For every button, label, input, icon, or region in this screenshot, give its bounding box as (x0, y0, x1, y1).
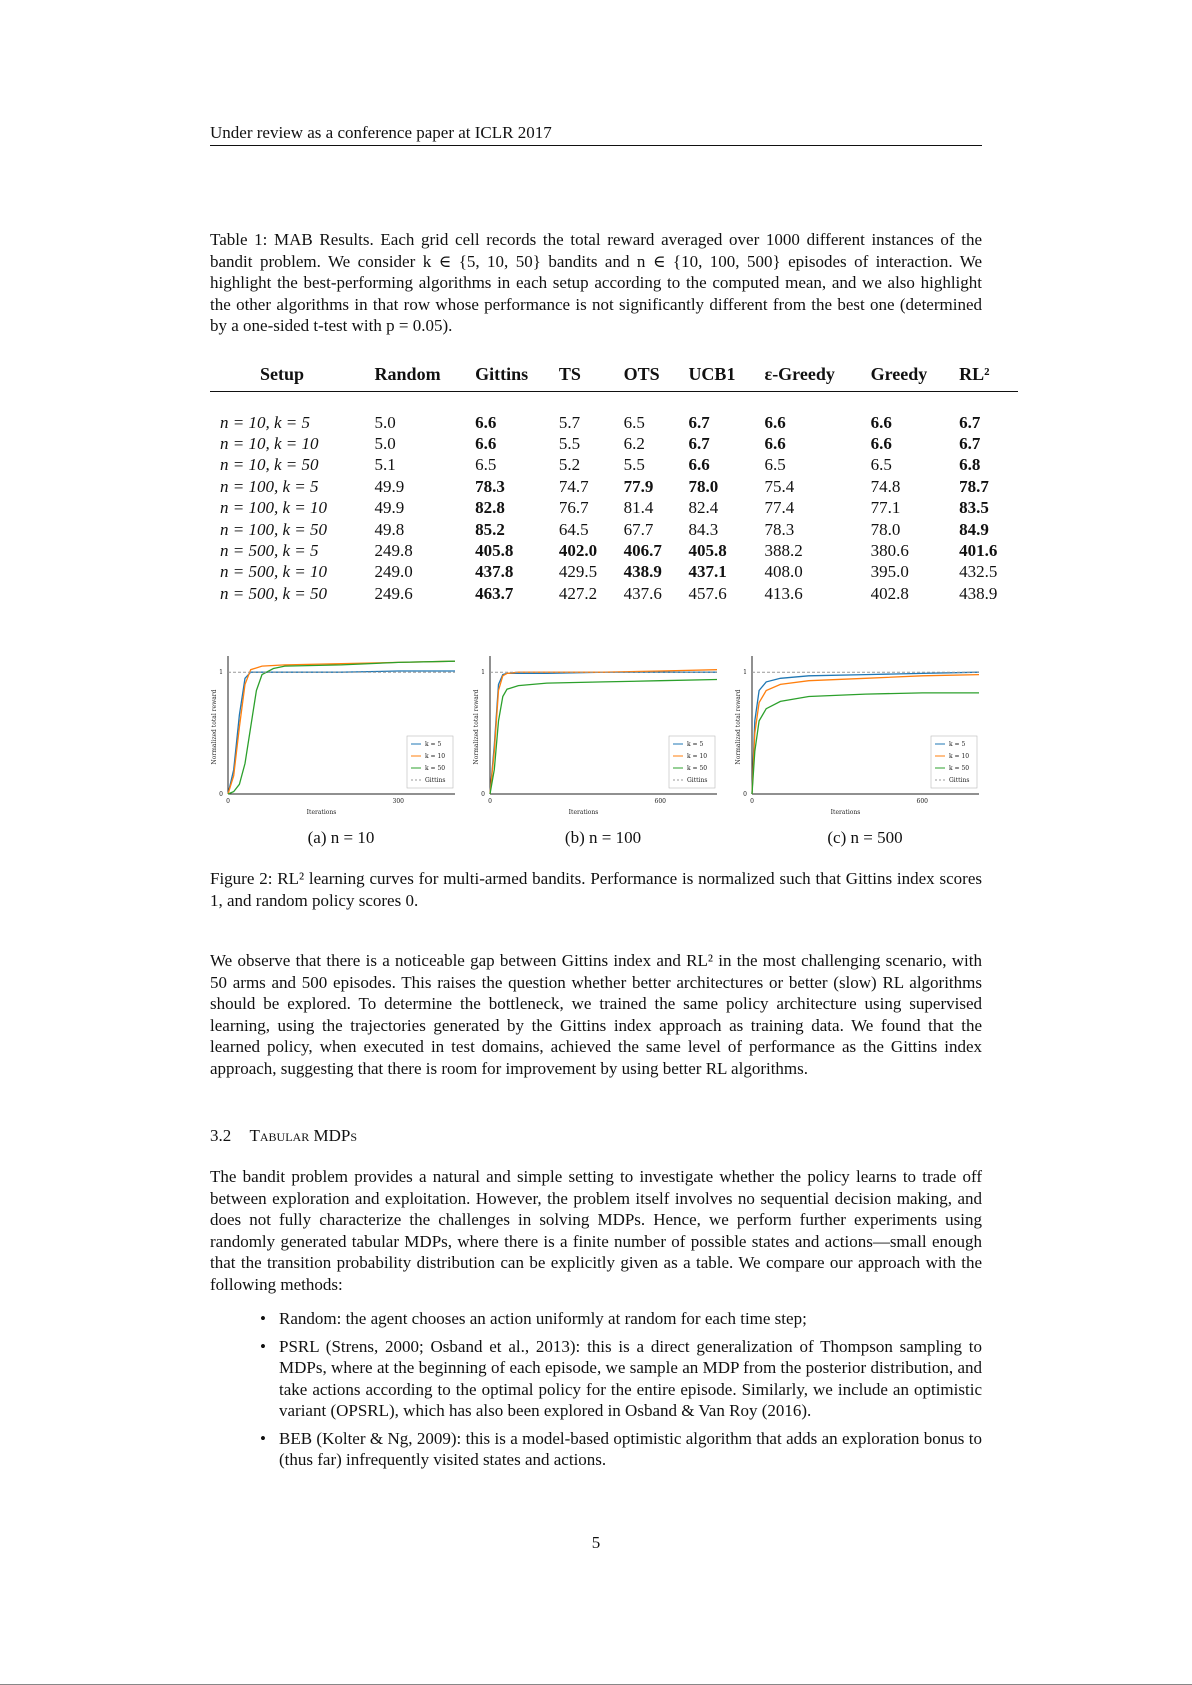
bullet-icon: • (260, 1309, 266, 1328)
value-cell: 437.1 (688, 562, 727, 582)
value-cell: 429.5 (558, 562, 598, 582)
value-cell: 6.7 (688, 434, 710, 454)
value-cell: 432.5 (959, 562, 998, 582)
value-cell: 6.6 (870, 434, 892, 454)
list-item-text: Random: the agent chooses an action uniformly at random for each time step; (279, 1309, 807, 1328)
value-cell: 64.5 (558, 519, 589, 539)
setup-cell: n = 500, k = 50 (220, 583, 327, 603)
value-cell: 5.0 (374, 434, 396, 454)
value-cell: 78.3 (764, 519, 795, 539)
value-cell: 380.6 (870, 541, 909, 561)
value-cell: 6.6 (764, 434, 786, 454)
value-cell: 84.3 (688, 519, 719, 539)
value-cell: 85.2 (475, 519, 505, 539)
value-cell: 6.7 (959, 412, 981, 432)
subcaption-b: (b) n = 100 (564, 828, 642, 847)
x-tick-label: 600 (654, 798, 666, 805)
table-row (210, 476, 1018, 497)
results-table (210, 360, 1018, 605)
y-axis-label: Normalized total reward (735, 689, 742, 765)
column-header: Setup (260, 364, 305, 384)
legend-label: k = 5 (425, 741, 442, 748)
setup-cell: n = 100, k = 5 (220, 476, 319, 496)
value-cell: 82.4 (688, 498, 719, 518)
value-cell: 81.4 (623, 498, 654, 518)
value-cell: 6.7 (959, 434, 981, 454)
value-cell: 5.2 (558, 455, 581, 475)
value-cell: 6.7 (688, 412, 710, 432)
paragraph-gap-analysis: We observe that there is a noticeable gap between Gittins index and RL² in the most challenging scenario, with 50 arms and 500 episodes. This raises the question whether better architectures or better (slow) RL algorithms should be explored. To determine the bottleneck, we trained the same policy architecture using supervised learning, using the trajectories generated by the Gittins index approach as training data. We found that the learned policy, when executed in test domains, achieved the same level of performance as the Gittins index approach, suggesting that there is room for improvement by using better RL algorithms. (210, 951, 982, 1078)
table-row (210, 583, 1018, 604)
table-row (210, 540, 1018, 561)
value-cell: 49.9 (374, 498, 405, 518)
legend-label: k = 10 (949, 753, 970, 760)
value-cell: 6.2 (623, 434, 645, 454)
value-cell: 249.8 (374, 541, 413, 561)
column-header: TS (558, 364, 581, 384)
section-heading (210, 1126, 357, 1146)
value-cell: 74.8 (870, 476, 901, 496)
column-header: Random (374, 364, 441, 384)
value-cell: 67.7 (623, 519, 654, 539)
figure-caption: Figure 2: RL² learning curves for multi-armed bandits. Performance is normalized such that Gittins index scores 1, and random policy scores 0. (210, 869, 982, 910)
value-cell: 463.7 (475, 583, 514, 603)
y-axis-label: Normalized total reward (211, 689, 218, 765)
value-cell: 395.0 (870, 562, 909, 582)
setup-cell: n = 500, k = 10 (220, 562, 327, 582)
value-cell: 6.5 (623, 412, 645, 432)
value-cell: 402.0 (558, 541, 598, 561)
x-axis-label: Iterations (568, 809, 599, 816)
legend-label: Gittins (425, 777, 446, 784)
paragraph-tabular-mdps: The bandit problem provides a natural and simple setting to investigate whether the policy learns to trade off between exploration and exploitation. However, the problem itself involves no sequential decision making, and does not fully characterize the challenges in solving MDPs. Hence, we perform further experiments using randomly generated tabular MDPs, where there is a finite number of possible states and actions—small enough that the transition probability distribution can be explicitly given as a table. We compare our approach with the following methods: (210, 1167, 982, 1294)
table-header-row (210, 360, 1018, 392)
setup-cell: n = 10, k = 50 (220, 455, 319, 475)
legend-label: k = 5 (687, 741, 704, 748)
column-header: ε-Greedy (764, 364, 835, 384)
table-row (210, 562, 1018, 583)
column-header: RL² (959, 364, 990, 384)
section-title: Tabular MDPs (249, 1126, 357, 1145)
column-header: OTS (623, 364, 660, 384)
bullet-icon: • (260, 1336, 266, 1356)
section-number: 3.2 (210, 1126, 232, 1145)
legend-label: k = 50 (949, 765, 970, 772)
running-header: Under review as a conference paper at ICLR 2017 (210, 123, 982, 146)
column-header: Gittins (475, 364, 529, 384)
value-cell: 6.6 (764, 412, 786, 432)
x-tick-label: 0 (226, 798, 230, 805)
value-cell: 75.4 (764, 476, 795, 496)
value-cell: 6.5 (870, 455, 892, 475)
value-cell: 5.5 (623, 455, 645, 475)
value-cell: 77.9 (623, 476, 654, 496)
value-cell: 6.8 (959, 455, 981, 475)
table-row (210, 455, 1018, 476)
list-item (250, 1428, 982, 1471)
setup-cell: n = 10, k = 10 (220, 434, 319, 454)
value-cell: 5.5 (558, 434, 581, 454)
x-tick-label: 600 (916, 798, 928, 805)
legend-label: k = 50 (687, 765, 708, 772)
value-cell: 457.6 (688, 583, 727, 603)
value-cell: 78.7 (959, 476, 989, 496)
value-cell: 6.6 (688, 455, 710, 475)
page-number: 5 (591, 1533, 601, 1552)
column-header: UCB1 (688, 364, 736, 384)
table-row (210, 519, 1018, 540)
value-cell: 402.8 (870, 583, 909, 603)
table-row (210, 498, 1018, 519)
column-header: Greedy (870, 364, 928, 384)
list-item (250, 1308, 982, 1330)
table-caption: Table 1: MAB Results. Each grid cell records the total reward averaged over 1000 different instances of the bandit problem. We consider k ∈ {5, 10, 50} bandits and n ∈ {10, 100, 500} episodes of interaction. We highlight the best-performing algorithms in each setup according to the computed mean, and we also highlight the other algorithms in that row whose performance is not significantly different from the best one (determined by a one-sided t-test with p = 0.05). (210, 230, 982, 335)
legend-label: k = 5 (949, 741, 966, 748)
value-cell: 388.2 (764, 541, 803, 561)
y-axis-label: Normalized total reward (473, 689, 480, 765)
legend-label: Gittins (687, 777, 708, 784)
method-list (250, 1308, 982, 1477)
setup-cell: n = 500, k = 5 (220, 541, 319, 561)
value-cell: 249.0 (374, 562, 413, 582)
value-cell: 437.6 (623, 583, 662, 603)
value-cell: 437.8 (475, 562, 514, 582)
value-cell: 249.6 (374, 583, 413, 603)
value-cell: 427.2 (558, 583, 598, 603)
value-cell: 5.1 (374, 455, 396, 475)
value-cell: 78.0 (688, 476, 719, 496)
value-cell: 405.8 (688, 541, 727, 561)
learning-curve-n10 (210, 652, 470, 824)
value-cell: 77.1 (870, 498, 901, 518)
y-tick-label: 0 (481, 791, 485, 798)
subcaption-a: (a) n = 10 (307, 828, 375, 847)
value-cell: 49.9 (374, 476, 405, 496)
value-cell: 6.6 (475, 412, 497, 432)
value-cell: 406.7 (623, 541, 662, 561)
legend-label: k = 10 (425, 753, 446, 760)
value-cell: 405.8 (475, 541, 514, 561)
value-cell: 401.6 (959, 541, 998, 561)
legend-label: k = 10 (687, 753, 708, 760)
x-tick-label: 0 (488, 798, 492, 805)
value-cell: 438.9 (623, 562, 662, 582)
value-cell: 6.5 (475, 455, 497, 475)
x-tick-label: 300 (392, 798, 404, 805)
subcaption-c: (c) n = 500 (827, 828, 903, 847)
learning-curve-n500 (734, 652, 994, 824)
x-tick-label: 0 (750, 798, 754, 805)
learning-curve-n100 (472, 652, 732, 824)
value-cell: 77.4 (764, 498, 795, 518)
value-cell: 5.0 (374, 412, 396, 432)
value-cell: 74.7 (558, 476, 589, 496)
value-cell: 6.6 (870, 412, 892, 432)
table-body (210, 392, 1018, 605)
y-tick-label: 1 (219, 669, 223, 677)
table-row (210, 433, 1018, 454)
list-item-text: BEB (Kolter & Ng, 2009): this is a model-based optimistic algorithm that adds an exploration bonus to (thus far) infrequently visited states and actions. (279, 1428, 982, 1469)
setup-cell: n = 100, k = 10 (220, 498, 327, 518)
value-cell: 83.5 (959, 498, 989, 518)
list-item (250, 1336, 982, 1422)
value-cell: 6.5 (764, 455, 786, 475)
value-cell: 82.8 (475, 498, 505, 518)
value-cell: 413.6 (764, 583, 803, 603)
value-cell: 76.7 (558, 498, 589, 518)
y-tick-label: 1 (481, 669, 485, 677)
setup-cell: n = 10, k = 5 (220, 412, 310, 432)
value-cell: 5.7 (558, 412, 581, 432)
setup-cell: n = 100, k = 50 (220, 519, 327, 539)
y-tick-label: 0 (743, 791, 747, 798)
y-tick-label: 0 (219, 791, 223, 798)
value-cell: 49.8 (374, 519, 405, 539)
value-cell: 408.0 (764, 562, 803, 582)
value-cell: 438.9 (959, 583, 998, 603)
x-axis-label: Iterations (830, 809, 861, 816)
table-row (210, 392, 1018, 434)
y-tick-label: 1 (743, 669, 747, 677)
value-cell: 6.6 (475, 434, 497, 454)
bullet-icon: • (260, 1428, 266, 1448)
x-axis-label: Iterations (306, 809, 337, 816)
legend-label: Gittins (949, 777, 970, 784)
list-item-text: PSRL (Strens, 2000; Osband et al., 2013): this is a direct generalization of Thompson sampling to MDPs, where at the beginning of each episode, we sample an MDP from the posterior distribution, and take actions according to the optimal policy for the entire episode. Similarly, we include an optimistic variant (OPSRL), which has also been explored in Osband & Van Roy (2016). (279, 1336, 982, 1420)
value-cell: 78.0 (870, 519, 901, 539)
legend-label: k = 50 (425, 765, 446, 772)
value-cell: 84.9 (959, 519, 989, 539)
value-cell: 78.3 (475, 476, 505, 496)
